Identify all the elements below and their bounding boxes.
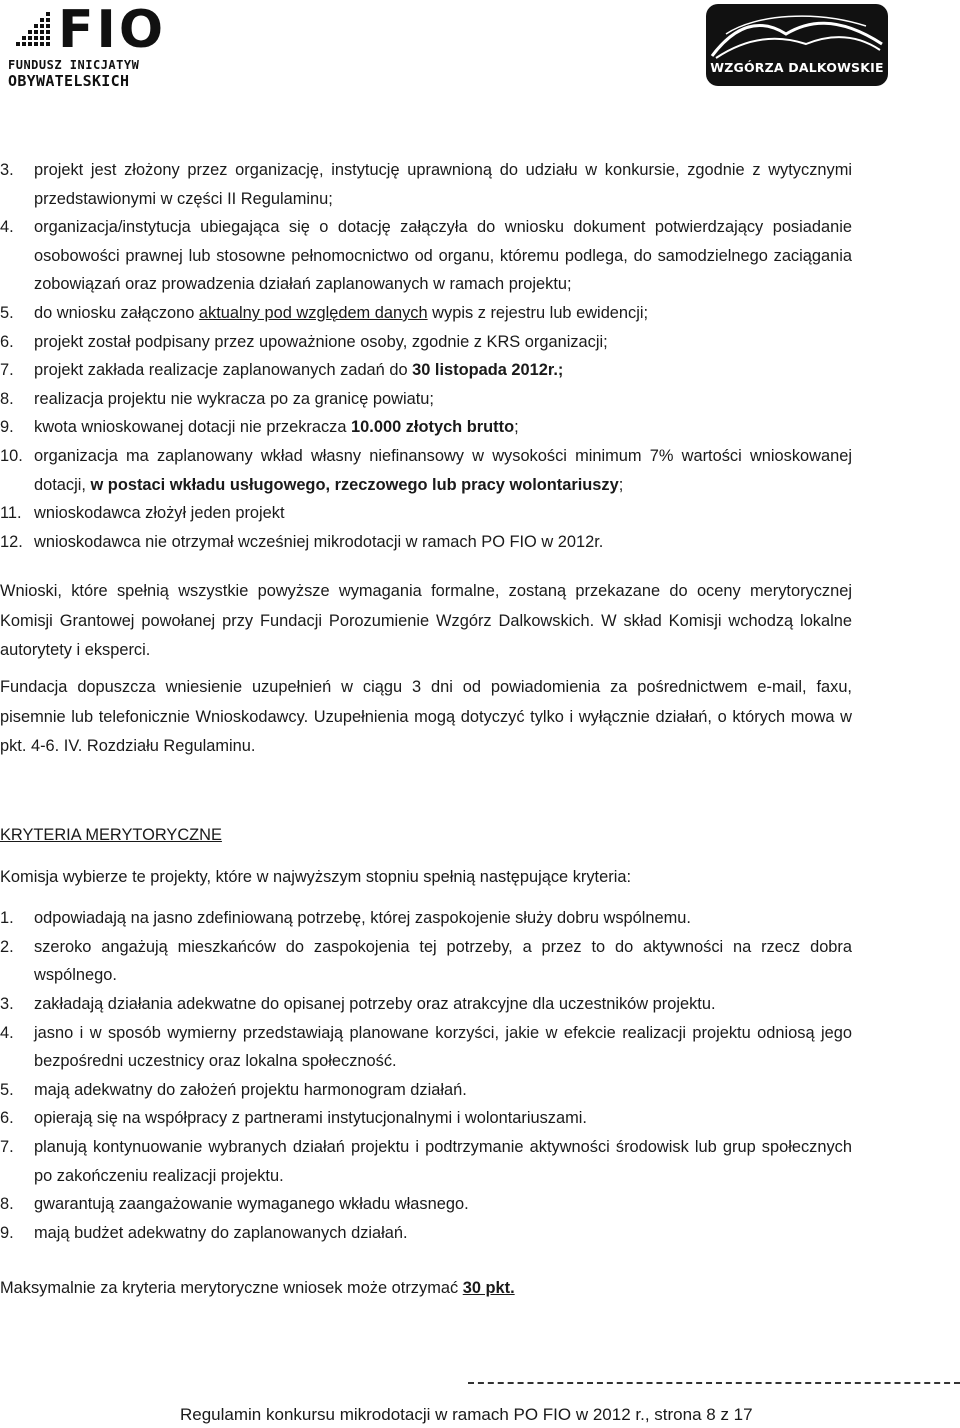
- list-item-text: projekt został podpisany przez upoważnione osoby, zgodnie z KRS organizacji;: [34, 332, 608, 351]
- max-points-line: [0, 1274, 852, 1303]
- fio-dots-graphic: [8, 8, 52, 56]
- list-item-text: wnioskodawca złożył jeden projekt: [34, 504, 285, 523]
- list-item-text: projekt jest złożony przez organizację, instytucję uprawnioną do udziału w konkursie, zgodnie z wytycznymi przedstawionymi w części II Regulaminu;: [34, 161, 852, 208]
- criteria-item-number: 4.: [0, 1023, 14, 1042]
- formal-requirements-list: [0, 156, 852, 556]
- list-item-text: wnioskodawca nie otrzymał wcześniej mikrodotacji w ramach PO FIO w 2012r.: [34, 532, 604, 551]
- criteria-item-number: 8.: [0, 1195, 14, 1214]
- list-item-number: 7.: [0, 361, 14, 380]
- criteria-item-number: 3.: [0, 995, 14, 1014]
- criteria-item-text: odpowiadają na jasno zdefiniowaną potrzebę, której zaspokojenie służy dobru wspólnemu.: [34, 909, 691, 928]
- footer-divider: [468, 1382, 960, 1384]
- list-item-text: 10.000 złotych brutto: [351, 418, 515, 437]
- criteria-item: [0, 933, 852, 990]
- criteria-item-number: 5.: [0, 1080, 14, 1099]
- list-item-number: 12.: [0, 532, 23, 551]
- list-item: [0, 528, 852, 557]
- criteria-item-number: 1.: [0, 909, 14, 928]
- list-item-text: do wniosku załączono: [34, 303, 199, 322]
- criteria-item: [0, 1190, 852, 1219]
- list-item-text: 30 listopada 2012r.;: [412, 361, 564, 380]
- criteria-item: [0, 904, 852, 933]
- criteria-item: [0, 1019, 852, 1076]
- fio-logo-line2: OBYWATELSKICH: [8, 72, 130, 90]
- section-heading: KRYTERIA MERYTORYCZNE: [0, 826, 222, 845]
- document-body: [0, 156, 852, 1303]
- criteria-list: [0, 904, 852, 1247]
- list-item-number: 5.: [0, 303, 14, 322]
- list-item: [0, 499, 852, 528]
- criteria-item: [0, 1219, 852, 1248]
- list-item-text: aktualny pod względem danych: [198, 303, 428, 322]
- list-item-text: ;: [514, 418, 519, 437]
- max-points-value: 30 pkt.: [462, 1279, 515, 1298]
- criteria-item-number: 9.: [0, 1223, 14, 1242]
- list-item: [0, 213, 852, 299]
- list-item-number: 9.: [0, 418, 14, 437]
- list-item: [0, 356, 852, 385]
- criteria-item: [0, 1133, 852, 1190]
- paragraph-supplements: Fundacja dopuszcza wniesienie uzupełnień w ciągu 3 dni od powiadomienia za pośrednictwem e-mail, faxu, pisemnie lub telefonicznie Wnioskodawcy. Uzupełnienia mogą dotyczyć tylko i wyłącznie działań, o których mowa w pkt. 4-6. IV. Rozdziału Regulaminu.: [0, 678, 852, 755]
- list-item-number: 10.: [0, 446, 23, 465]
- fio-logo: [8, 0, 174, 90]
- criteria-item: [0, 1076, 852, 1105]
- criteria-item-number: 6.: [0, 1109, 14, 1128]
- criteria-item-number: 2.: [0, 937, 14, 956]
- list-item: [0, 442, 852, 499]
- wzgorza-dalkowskie-logo: [706, 4, 888, 86]
- criteria-item-text: szeroko angażują mieszkańców do zaspokojenia tej potrzeby, a przez to do aktywności na rzecz dobra wspólnego.: [34, 937, 852, 985]
- list-item: [0, 299, 852, 328]
- list-item-text: organizacja/instytucja ubiegająca się o dotację załączyła do wniosku dokument potwierdzający posiadanie osobowości prawnej lub stosowne pełnomocnictwo od organu, któremu podlega, do samodzielnego zaciągania zobowiązań oraz prowadzenia działań zaplanowanych w ramach projektu;: [34, 218, 852, 294]
- list-item-text: organizacja ma zaplanowany wkład własny niefinansowy w wysokości minimum 7% wartości wnioskowanej dotacji,: [34, 446, 852, 494]
- list-item: [0, 328, 852, 357]
- criteria-item: [0, 1104, 852, 1133]
- list-item: [0, 156, 852, 213]
- criteria-item-text: opierają się na współpracy z partnerami instytucjonalnymi i wolontariuszami.: [34, 1109, 587, 1128]
- page-footer: Regulamin konkursu mikrodotacji w ramach PO FIO w 2012 r., strona 8 z 17: [180, 1405, 753, 1424]
- criteria-item-text: planują kontynuowanie wybranych działań projektu i podtrzymanie aktywności środowisk lub grup społecznych po zakończeniu realizacji projektu.: [34, 1138, 852, 1185]
- list-item: [0, 385, 852, 414]
- criteria-item-number: 7.: [0, 1138, 14, 1157]
- fio-logo-title: FIO: [58, 0, 167, 60]
- list-item-number: 6.: [0, 332, 14, 351]
- list-item-text: kwota wnioskowanej dotacji nie przekracza: [34, 418, 352, 437]
- list-item-number: 4.: [0, 218, 14, 237]
- criteria-item-text: mają adekwatny do założeń projektu harmonogram działań.: [34, 1080, 467, 1099]
- logo-wordmark: WZGÓRZA DALKOWSKIE: [710, 60, 884, 75]
- criteria-item-text: zakładają działania adekwatne do opisanej potrzeby oraz atrakcyjne dla uczestników projektu.: [34, 995, 716, 1014]
- criteria-item-text: gwarantują zaangażowanie wymaganego wkładu własnego.: [34, 1195, 469, 1214]
- criteria-item-text: jasno i w sposób wymierny przedstawiają planowane korzyści, jakie w efekcie realizacji projektu odniosą jego bezpośredni uczestnicy oraz lokalna społeczność.: [34, 1023, 852, 1071]
- paragraph-formal-evaluation: Wnioski, które spełnią wszystkie powyższe wymagania formalne, zostaną przekazane do oceny merytorycznej Komisji Grantowej powołanej przy Fundacji Porozumienie Wzgórz Dalkowskich. W skład Komisji wchodzą lokalne autorytety i eksperci.: [0, 582, 852, 659]
- list-item-text: wypis z rejestru lub ewidencji;: [427, 303, 649, 322]
- list-item-number: 8.: [0, 389, 14, 408]
- criteria-item-text: mają budżet adekwatny do zaplanowanych działań.: [34, 1223, 408, 1242]
- criteria-intro: Komisja wybierze te projekty, które w najwyższym stopniu spełnią następujące kryteria:: [0, 867, 631, 886]
- list-item-text: projekt zakłada realizacje zaplanowanych zadań do: [34, 361, 413, 380]
- max-points-text: Maksymalnie za kryteria merytoryczne wniosek może otrzymać: [0, 1279, 463, 1298]
- fio-logo-line1: FUNDUSZ INICJATYW: [8, 58, 140, 72]
- list-item-number: 11.: [0, 504, 22, 523]
- criteria-item: [0, 990, 852, 1019]
- list-item: [0, 413, 852, 442]
- list-item-text: ;: [618, 475, 624, 494]
- list-item-text: w postaci wkładu usługowego, rzeczowego lub pracy wolontariuszy: [90, 475, 619, 494]
- list-item-text: realizacja projektu nie wykracza po za granicę powiatu;: [34, 389, 434, 408]
- list-item-number: 3.: [0, 161, 14, 179]
